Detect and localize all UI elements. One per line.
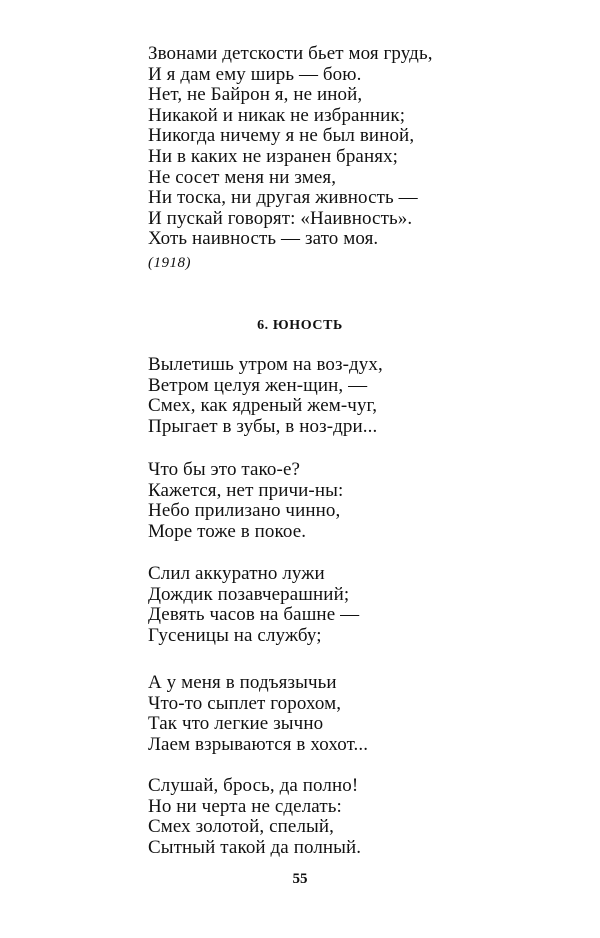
verse-line: Ни тоска, ни другая живность —	[148, 187, 418, 209]
verse-line: Слушай, брось, да полно!	[148, 775, 359, 796]
verse-line: Никакой и никак не избранник;	[148, 104, 406, 126]
verse-line: Смех золотой, спелый,	[148, 816, 335, 838]
verse-line: Прыгает в зубы, в ноз-дри...	[148, 415, 378, 437]
verse-line: Небо прилизано чинно,	[148, 500, 341, 522]
page-number: 55	[292, 871, 308, 887]
verse-line: И я дам ему ширь — бою.	[148, 63, 362, 85]
verse-line: Гусеницы на службу;	[148, 624, 322, 646]
verse-line: Звонами детскости бьет моя грудь,	[148, 43, 433, 64]
verse-line: Сытный такой да полный.	[148, 836, 362, 858]
verse-line: Ветром целуя жен-щин, —	[148, 374, 368, 396]
verse-line: Так что легкие зычно	[148, 713, 324, 735]
verse-line: Не сосет меня ни змея,	[148, 166, 337, 188]
poem-stanza	[148, 776, 361, 858]
verse-line: Девять часов на башне —	[148, 604, 360, 626]
poem-continuation-stanza	[148, 44, 433, 250]
verse-line: Кажется, нет причи-ны:	[148, 479, 344, 501]
verse-line: Но ни черта не сделать:	[148, 795, 342, 817]
verse-line: И пускай говорят: «Наивность».	[148, 207, 413, 229]
poem-stanza	[148, 673, 368, 755]
poem-stanza	[148, 564, 359, 646]
verse-line: Лаем взрываются в хохот...	[148, 733, 369, 755]
verse-line: Хоть наивность — зато моя.	[148, 228, 379, 250]
verse-line: Никогда ничему я не был виной,	[148, 125, 415, 147]
verse-line: Дождик позавчерашний;	[148, 583, 350, 605]
poem-date: (1918)	[148, 255, 191, 271]
verse-line: Ни в каких не изранен бранях;	[148, 145, 399, 167]
verse-line: Смех, как ядреный жем-чуг,	[148, 395, 378, 417]
verse-line: Слил аккуратно лужи	[148, 563, 325, 584]
verse-line: А у меня в подъязычьи	[148, 672, 337, 693]
poem-title: 6. ЮНОСТЬ	[257, 318, 343, 333]
poem-stanza	[148, 355, 383, 437]
verse-line: Нет, не Байрон я, не иной,	[148, 84, 363, 106]
verse-line: Море тоже в покое.	[148, 520, 307, 542]
verse-line: Что-то сыплет горохом,	[148, 692, 342, 714]
verse-line: Что бы это тако-е?	[148, 459, 301, 480]
poem-stanza	[148, 460, 343, 542]
verse-line: Вылетишь утром на воз-дух,	[148, 354, 383, 375]
